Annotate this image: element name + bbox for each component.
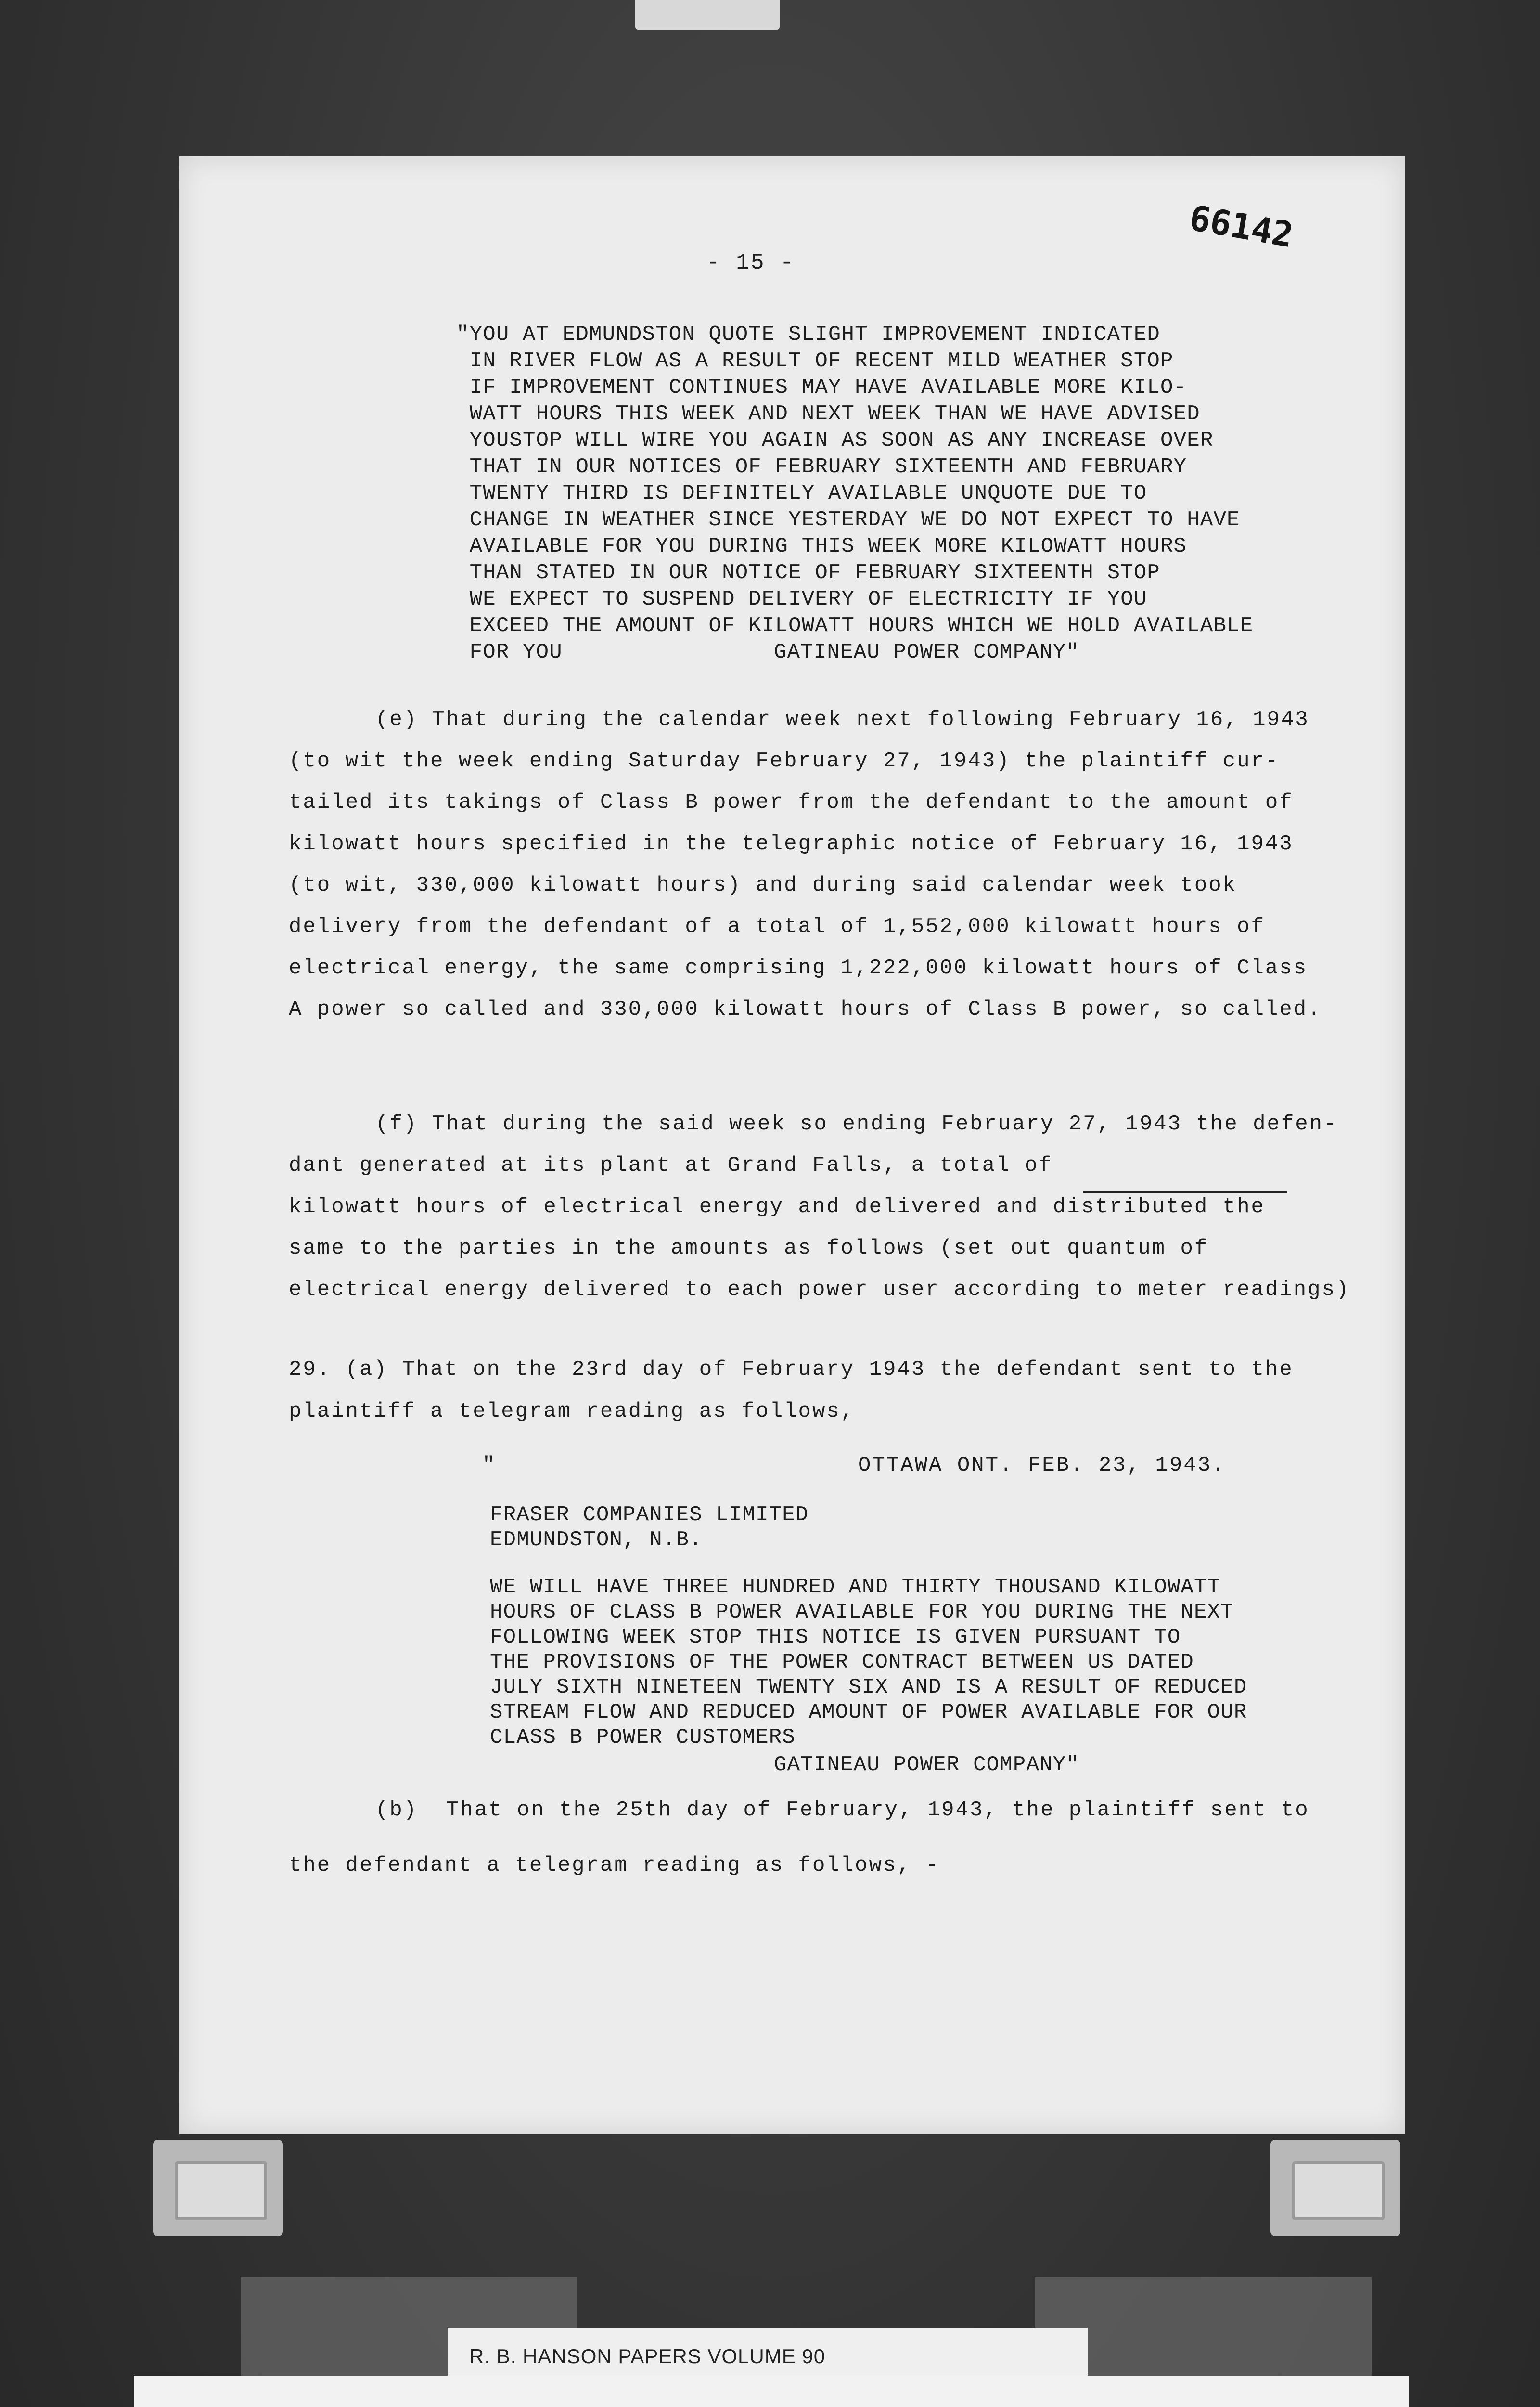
paragraph-line: kilowatt hours specified in the telegraphic notice of February 16, 1943 <box>289 832 1294 856</box>
paragraph-line: plaintiff a telegram reading as follows, <box>289 1399 855 1423</box>
telegram-line: THE PROVISIONS OF THE POWER CONTRACT BETWEEN US DATED <box>490 1650 1194 1674</box>
telegram-2-open-quote: " <box>482 1453 496 1477</box>
document-stamp-number: 66142 <box>1186 197 1296 256</box>
telegram-line: STREAM FLOW AND REDUCED AMOUNT OF POWER AVAILABLE FOR OUR <box>490 1700 1247 1724</box>
document-page <box>179 156 1405 2134</box>
paragraph-line: same to the parties in the amounts as follows (set out quantum of <box>289 1236 1209 1260</box>
page-number: - 15 - <box>706 250 795 275</box>
telegram-line: TWENTY THIRD IS DEFINITELY AVAILABLE UNQUOTE DUE TO <box>456 481 1147 505</box>
telegram-line: WATT HOURS THIS WEEK AND NEXT WEEK THAN WE HAVE ADVISED <box>456 402 1200 426</box>
telegram-line: WE EXPECT TO SUSPEND DELIVERY OF ELECTRICITY IF YOU <box>456 587 1147 611</box>
telegram-line: IF IMPROVEMENT CONTINUES MAY HAVE AVAILABLE MORE KILO- <box>456 375 1187 400</box>
paragraph-line: 29. (a) That on the 23rd day of February 1943 the defendant sent to the <box>289 1358 1294 1382</box>
telegram-line: FOR YOU <box>456 640 563 664</box>
paragraph-line: (b) That on the 25th day of February, 1943, the plaintiff sent to <box>375 1798 1309 1822</box>
mount-tab <box>635 0 780 30</box>
telegram-line: JULY SIXTH NINETEEN TWENTY SIX AND IS A RESULT OF REDUCED <box>490 1675 1247 1699</box>
telegram-line: WE WILL HAVE THREE HUNDRED AND THIRTY THOUSAND KILOWATT <box>490 1575 1221 1599</box>
telegram-1-signature: GATINEAU POWER COMPANY" <box>774 640 1079 664</box>
paragraph-line: dant generated at its plant at Grand Falls, a total of <box>289 1153 1053 1178</box>
telegram-line: HOURS OF CLASS B POWER AVAILABLE FOR YOU DURING THE NEXT <box>490 1600 1234 1624</box>
telegram-line: YOUSTOP WILL WIRE YOU AGAIN AS SOON AS ANY INCREASE OVER <box>456 428 1214 453</box>
address-line: EDMUNDSTON, N.B. <box>490 1528 703 1552</box>
paragraph-line: kilowatt hours of electrical energy and delivered and distributed the <box>289 1195 1265 1219</box>
telegram-2-signature: GATINEAU POWER COMPANY" <box>774 1753 1079 1777</box>
blank-fill-line <box>1083 1191 1287 1193</box>
telegram-line: THAT IN OUR NOTICES OF FEBRUARY SIXTEENTH AND FEBRUARY <box>456 455 1187 479</box>
paragraph-line: (to wit the week ending Saturday February 27, 1943) the plaintiff cur- <box>289 749 1280 773</box>
paragraph-line: tailed its takings of Class B power from the defendant to the amount of <box>289 790 1294 815</box>
telegram-line: EXCEED THE AMOUNT OF KILOWATT HOURS WHICH WE HOLD AVAILABLE <box>456 614 1254 638</box>
telegram-line: AVAILABLE FOR YOU DURING THIS WEEK MORE KILOWATT HOURS <box>456 534 1187 558</box>
paragraph-line: A power so called and 330,000 kilowatt hours of Class B power, so called. <box>289 997 1322 1022</box>
telegram-line: "YOU AT EDMUNDSTON QUOTE SLIGHT IMPROVEMENT INDICATED <box>456 323 1161 347</box>
mount-clip-right <box>1270 2140 1400 2236</box>
telegram-line: CLASS B POWER CUSTOMERS <box>490 1725 796 1749</box>
paragraph-line: electrical energy, the same comprising 1,222,000 kilowatt hours of Class <box>289 956 1308 980</box>
paragraph-line: (e) That during the calendar week next following February 16, 1943 <box>375 708 1309 732</box>
address-line: FRASER COMPANIES LIMITED <box>490 1503 809 1527</box>
telegram-line: FOLLOWING WEEK STOP THIS NOTICE IS GIVEN PURSUANT TO <box>490 1625 1181 1649</box>
collection-label-text: R. B. HANSON PAPERS VOLUME 90 <box>469 2345 826 2368</box>
paragraph-line: delivery from the defendant of a total of 1,552,000 kilowatt hours of <box>289 915 1265 939</box>
telegram-line: CHANGE IN WEATHER SINCE YESTERDAY WE DO NOT EXPECT TO HAVE <box>456 508 1240 532</box>
telegram-2-dateline: OTTAWA ONT. FEB. 23, 1943. <box>858 1453 1226 1477</box>
archives-stamp <box>134 2376 1409 2407</box>
mount-clip-left <box>153 2140 283 2236</box>
telegram-line: THAN STATED IN OUR NOTICE OF FEBRUARY SIXTEENTH STOP <box>456 561 1161 585</box>
paragraph-line: the defendant a telegram reading as follows, - <box>289 1853 940 1877</box>
paragraph-line: (f) That during the said week so ending February 27, 1943 the defen- <box>375 1112 1338 1136</box>
telegram-line: IN RIVER FLOW AS A RESULT OF RECENT MILD WEATHER STOP <box>456 349 1174 373</box>
paragraph-line: (to wit, 330,000 kilowatt hours) and during said calendar week took <box>289 873 1237 897</box>
paragraph-line: electrical energy delivered to each power user according to meter readings) <box>289 1278 1350 1302</box>
